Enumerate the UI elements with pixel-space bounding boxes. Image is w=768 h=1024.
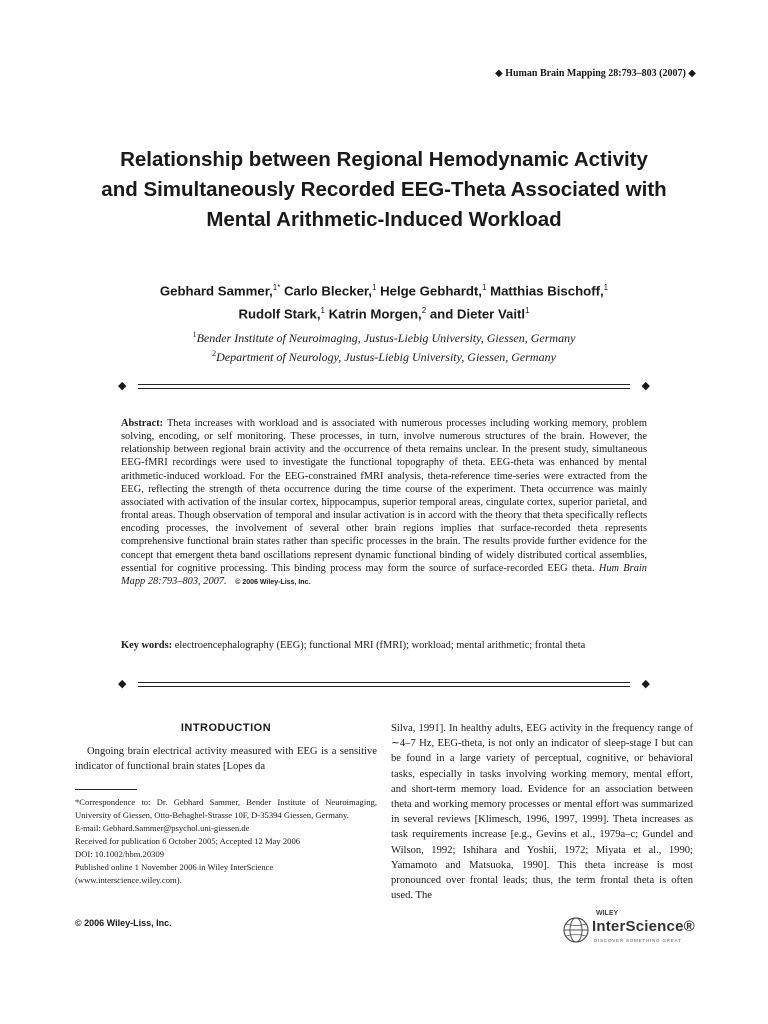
author-name: Gebhard Sammer, xyxy=(159,283,273,299)
author-sup: 1 xyxy=(525,306,530,316)
publisher-logo xyxy=(560,910,700,950)
article-title: Relationship between Regional Hemodynamic Activity and Simultaneously Recorded EEG-Theta Associated with Mental Arithmetic-Induced Workload xyxy=(101,148,667,231)
keywords xyxy=(121,639,647,652)
affiliation-text: Department of Neurology, Justus-Liebig University, Giessen, Germany xyxy=(216,350,556,364)
footnote-received: Received for publication 6 October 2005; Accepted 12 May 2006 xyxy=(75,836,301,846)
diamond-icon: ◆ xyxy=(118,380,127,392)
abstract xyxy=(121,417,647,589)
abstract-citation: Hum Brain Mapp 28:793–803, 2007. xyxy=(121,562,647,587)
footnote-published: Published online 1 November 2006 in Wiley InterScience (www.interscience.wiley.com). xyxy=(75,862,274,885)
running-header xyxy=(495,68,696,79)
intro-paragraph-right: Silva, 1991]. In healthy adults, EEG activity in the frequency range of ∼4–7 Hz, EEG-theta, is not only an indicator of sleep-stage I but can be found in a large variety of perceptual, cognitive, or behavioral tasks, especially in tasks involving working memory, mental effort, and short-term memory load. Evidence for an association between theta and working memory processes or mental effort was summarized in several reviews [Klimesch, 1996, 1997, 1999]. Theta increases as task requirements increase [e.g., Gevins et al., 1979a–c; Gundel and Wilson, 1992; Ishihara and Yoshii, 1972; Miyata et al., 1990; Yamamoto and Matsuoka, 1990]. This theta increase is most pronounced over frontal leads; thus, the term frontal theta is often used. The xyxy=(391,723,693,902)
author-sup: 1 xyxy=(481,283,487,292)
keywords-text: electroencephalography (EEG); functional MRI (fMRI); workload; mental arithmetic; frontal theta xyxy=(174,640,586,651)
abstract-text: Theta increases with workload and is associated with numerous processes including working memory, problem solving, encoding, or self monitoring. These processes, in turn, involve numerous structures of the brain. However, the relationship between regional brain activity and the occurrence of theta remains unclear. In the present study, simultaneous EEG-fMRI recordings were used to investigate the functional topography of theta. EEG-theta was enhanced by mental arithmetic-induced workload. For the EEG-constrained fMRI analysis, theta-reference time-series were extracted from the EEG, reflecting the strength of theta occurrence during the time course of the experiment. Theta occurrence was mainly associated with activation of the insular cortex, hippocampus, superior temporal areas, cingulate cortex, superior parietal, and frontal areas. Though observation of temporal and insular activation is in accord with the theory that theta specifically reflects encoding processes, the involvement of several other brain regions implies that surface-recorded theta represents comprehensive functional brain states rather than specific processes in the brain. The results provide further evidence for the concept that emergent theta band oscillations represent dynamic functional binding of widely distributed cortical assemblies, essential for cognitive processing. This binding process may form the source of surface-recorded EEG theta. xyxy=(121,418,647,574)
affiliation xyxy=(60,346,708,365)
globe-icon xyxy=(562,916,590,944)
divider-top xyxy=(118,382,650,394)
author-name: Helge Gebhardt, xyxy=(380,283,482,299)
author-name: Rudolf Stark, xyxy=(238,306,321,322)
author-line-1 xyxy=(60,278,708,301)
author-line-2 xyxy=(60,301,708,324)
author-name: and Dieter Vaitl xyxy=(429,306,526,322)
logo-name: InterScience® xyxy=(592,918,695,935)
footnotes xyxy=(75,796,377,887)
logo-wiley: WILEY xyxy=(596,910,619,917)
divider-line xyxy=(138,686,630,687)
diamond-icon: ◆ xyxy=(495,68,503,79)
affiliations xyxy=(60,327,708,365)
abstract-label: Abstract: xyxy=(121,418,164,429)
affiliation-text: Bender Institute of Neuroimaging, Justus-Liebig University, Giessen, Germany xyxy=(196,331,576,345)
footnote-rule xyxy=(75,789,137,790)
intro-paragraph-left: Ongoing brain electrical activity measured with EEG is a sensitive indicator of functional brain states [Lopes da xyxy=(75,746,377,773)
footnote-email: E-mail: Gebhard.Sammer@psychol.uni-giessen.de xyxy=(75,823,250,833)
footnote-doi: DOI: 10.1002/hbm.20309 xyxy=(75,849,165,859)
author-sup: 1 xyxy=(371,283,377,292)
keywords-label: Key words: xyxy=(121,640,173,651)
diamond-icon: ◆ xyxy=(118,678,127,690)
affiliation-sup: 2 xyxy=(212,349,217,358)
divider-line xyxy=(138,388,630,389)
divider-line xyxy=(138,384,630,385)
author-list xyxy=(60,278,708,325)
journal-citation: Human Brain Mapping 28:793–803 (2007) xyxy=(505,68,686,79)
author-sup: 1 xyxy=(603,283,609,292)
logo-tagline: DISCOVER SOMETHING GREAT xyxy=(594,938,682,943)
diamond-icon: ◆ xyxy=(641,678,650,690)
footnote-correspondence: *Correspondence to: Dr. Gebhard Sammer, Bender Institute of Neuroimaging, University of Giessen, Otto-Behaghel-Strasse 10F, D-35394 Giessen, Germany. xyxy=(75,797,377,820)
author-sup: 2 xyxy=(421,306,427,316)
divider-bottom xyxy=(118,680,650,692)
diamond-icon: ◆ xyxy=(641,380,650,392)
divider-line xyxy=(138,682,630,683)
author-sup: 1* xyxy=(272,283,281,292)
affiliation xyxy=(60,327,708,346)
author-name: Matthias Bischoff, xyxy=(490,283,604,299)
abstract-copyright: © 2006 Wiley-Liss, Inc. xyxy=(235,578,311,586)
section-heading-introduction: INTRODUCTION xyxy=(180,722,272,734)
author-name: Katrin Morgen, xyxy=(328,306,422,322)
footer-copyright: © 2006 Wiley-Liss, Inc. xyxy=(75,918,172,928)
author-name: Carlo Blecker, xyxy=(284,283,372,299)
diamond-icon: ◆ xyxy=(688,68,696,79)
author-sup: 1 xyxy=(320,306,325,316)
affiliation-sup: 1 xyxy=(192,330,197,339)
